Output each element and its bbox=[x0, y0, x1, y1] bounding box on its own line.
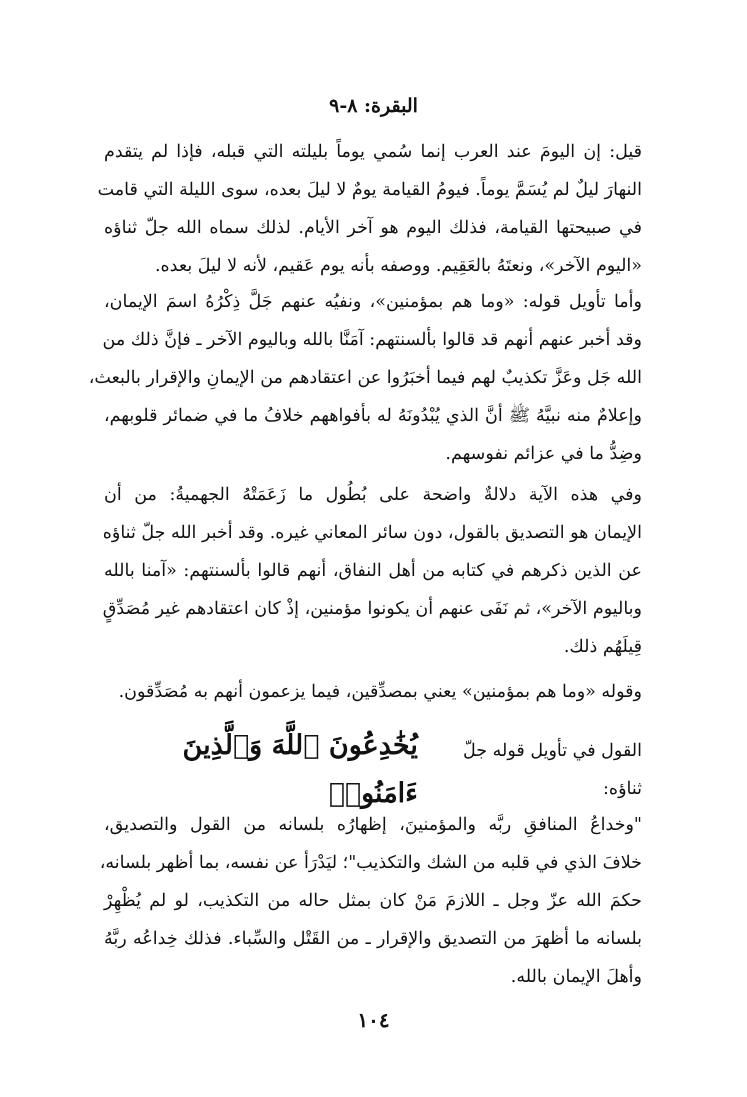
paragraph-line: "وخداعُ المنافقِ ربَّه والمؤمنينَ، إظهارُه بلسانه من القول والتصديق، bbox=[104, 815, 642, 835]
paragraph-line: النهارَ ليلٌ لم يُسَمَّ يوماً. فيومُ القيامة يومٌ لا ليلَ بعده، سوى الليلة التي قامت bbox=[97, 180, 642, 200]
paragraph-line: بلسانه ما أظهرَ من التصديق والإقرار ـ من القَتْل والسِّباء. فذلك خِداعُه ربَّهُ bbox=[104, 929, 642, 949]
paragraph-3 bbox=[104, 476, 642, 666]
section-heading bbox=[104, 730, 642, 809]
paragraph-line: وأهلَ الإيمان بالله. bbox=[510, 967, 642, 987]
paragraph-line: في صبيحتها القيامة، فذلك اليوم هو آخر الأيام. لذلك سماه الله جلّ ثناؤه bbox=[104, 218, 642, 238]
paragraph-4 bbox=[104, 673, 642, 711]
paragraph-line: وأما تأويل قوله: «وما هم بمؤمنين»، ونفيُه عنهم جَلَّ ذِكْرُهُ اسمَ الإيمان، bbox=[104, 292, 642, 312]
paragraph-1 bbox=[97, 133, 642, 285]
paragraph-line: قِيلَهُم ذلك. bbox=[563, 637, 642, 657]
paragraph-line: وضِدُّ ما في عزائم نفوسهم. bbox=[445, 444, 642, 464]
paragraph-line: وإعلامٌ منه نبيَّهُ ﷺ أنَّ الذي يُبْدُونَهُ له بأفواههم خلافُ ما في ضمائر قلوبهم، bbox=[104, 406, 642, 426]
paragraph-line: خلافَ الذي في قلبه من الشك والتكذيب"؛ ليَدْرَأ عن نفسه، بما أظهر بلسانه، bbox=[99, 853, 642, 873]
paragraph-line: عن الذين ذكرهم في كتابه من أهل النفاق، أنهم قالوا بألسنتهم: «آمنا بالله bbox=[104, 561, 642, 581]
page-number: ١٠٤ bbox=[357, 1008, 390, 1032]
paragraph-line: قيل: إن اليومَ عند العرب إنما سُمي يوماً بليلته التي قبله، فإذا لم يتقدم bbox=[104, 142, 642, 162]
paragraph-line: وباليوم الآخر»، ثم نَفَى عنهم أن يكونوا مؤمنين، إذْ كان اعتقادهم غير مُصَدِّقٍ bbox=[102, 599, 642, 619]
paragraph-line: «اليوم الآخر»، ونعتَهُ بالعَقِيم. ووصفه بأنه يوم عَقيم، لأنه لا ليلَ بعده. bbox=[154, 256, 642, 276]
paragraph-line: حكمَ الله عزّ وجل ـ اللازمَ مَنْ كان بمثل حاله من التكذيب، لو لم يُظْهِرْ bbox=[104, 891, 642, 911]
paragraph-line: الإيمان هو التصديق بالقول، دون سائر المعاني غيره. وقد أخبر الله جلّ ثناؤه bbox=[102, 523, 642, 543]
running-header-surah-verses: البقرة: ٨-٩ bbox=[329, 95, 418, 117]
paragraph-line: وقوله «وما هم بمؤمنين» يعني بمصدِّقين، فيما يزعمون أنهم به مُصَدِّقون. bbox=[118, 682, 642, 702]
section-heading-intro: القول في تأويل قوله جلّ ثناؤه: bbox=[463, 741, 642, 799]
paragraph-2 bbox=[88, 283, 642, 473]
paragraph-line: وفي هذه الآية دلالةٌ واضحة على بُطُول ما زَعَمَتْهُ الجهميةُ: من أن bbox=[104, 485, 642, 505]
quran-verse-calligraphy: يُخَٰدِعُونَ ٱللَّهَ وَٱلَّذِينَ ءَامَنُوا۟ bbox=[182, 730, 418, 809]
paragraph-5 bbox=[99, 806, 642, 996]
paragraph-line: الله جَل وعَزَّ تكذيبٌ لهم فيما أخبَرُوا عن اعتقادهم من الإيمانِ والإقرار بالبعث، bbox=[88, 368, 642, 388]
paragraph-line: وقد أخبر عنهم أنهم قد قالوا بألسنتهم: آمَنَّا بالله وباليوم الآخر ـ فإنَّ ذلك من bbox=[102, 330, 642, 350]
